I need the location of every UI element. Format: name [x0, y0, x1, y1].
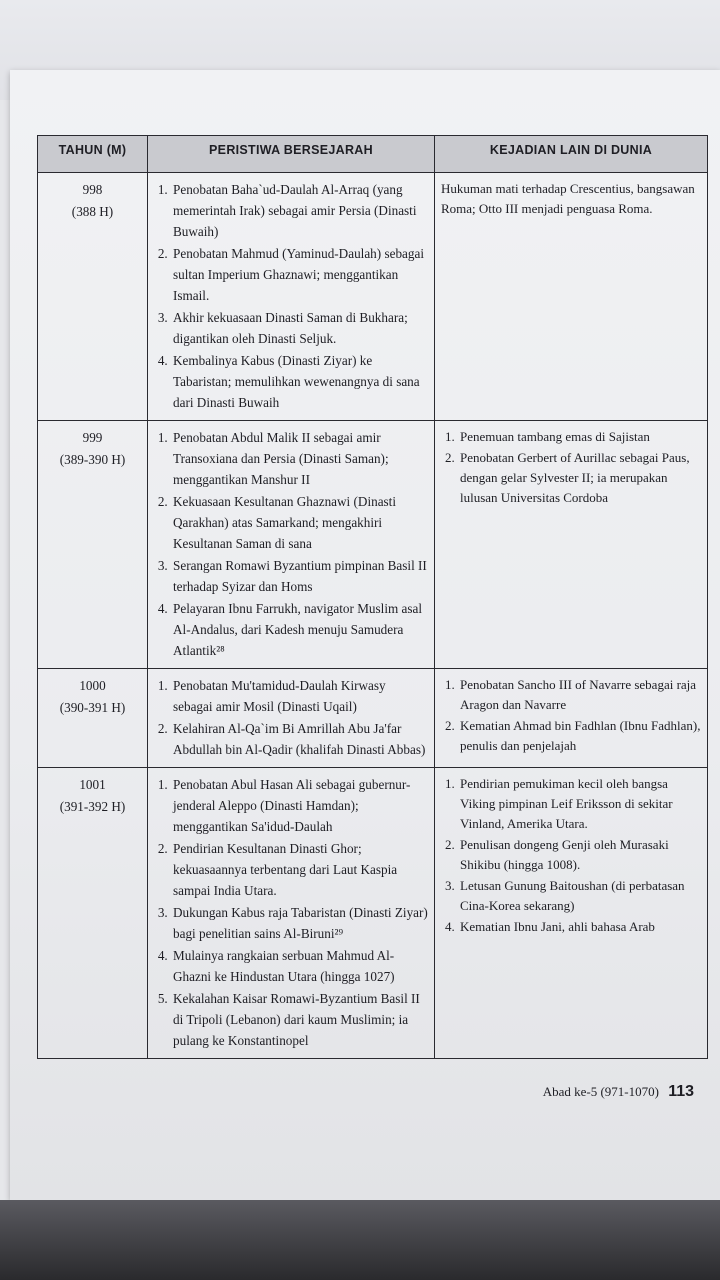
event-item: 3. Dukungan Kabus raja Tabaristan (Dinasti Ziyar) bagi penelitian sains Al-Biruni²⁹: [171, 902, 428, 944]
year-m: 999: [82, 430, 103, 445]
table-row: [38, 173, 708, 421]
page-footer: [543, 1083, 694, 1101]
running-title: Abad ke-5 (971-1070): [542, 1084, 659, 1099]
world-item: 1. Penobatan Sancho III of Navarre sebagai raja Aragon dan Navarre: [458, 675, 701, 715]
world-text: Hukuman mati terhadap Crescentius, bangsawan Roma; Otto III menjadi penguasa Roma.: [441, 181, 695, 216]
world-item: 1. Penemuan tambang emas di Sajistan: [458, 427, 701, 447]
header-year: TAHUN (M): [38, 136, 148, 173]
year-cell: [38, 421, 148, 669]
table-row: [38, 768, 708, 1059]
year-h: (389-390 H): [59, 452, 126, 467]
event-item: 1. Penobatan Baha`ud-Daulah Al-Arraq (yang memerintah Irak) sebagai amir Persia (Dinasti Buwaih): [171, 179, 428, 242]
world-item: 2. Penulisan dongeng Genji oleh Murasaki Shikibu (hingga 1008).: [458, 835, 701, 875]
table-row: [38, 669, 708, 768]
event-item: 5. Kekalahan Kaisar Romawi-Byzantium Basil II di Tripoli (Lebanon) dari kaum Muslimin; ia pulang ke Konstantinopel: [171, 988, 428, 1051]
year-cell: [38, 173, 148, 421]
year-m: 1001: [79, 777, 106, 792]
world-cell: [435, 669, 708, 768]
year-h: (390-391 H): [59, 700, 126, 715]
year-cell: [38, 669, 148, 768]
year-m: 1000: [79, 678, 106, 693]
event-cell: [148, 421, 435, 669]
event-item: 2. Kekuasaan Kesultanan Ghaznawi (Dinasti Qarakhan) atas Samarkand; mengakhiri Kesultanan Saman di sana: [171, 491, 428, 554]
table-row: [38, 421, 708, 669]
world-item: 2. Kematian Ahmad bin Fadhlan (Ibnu Fadhlan), penulis dan penjelajah: [458, 716, 701, 756]
event-item: 4. Kembalinya Kabus (Dinasti Ziyar) ke Tabaristan; memulihkan wewenangnya di sana dari Dinasti Buwaih: [171, 350, 428, 413]
event-cell: [148, 173, 435, 421]
event-item: 2. Kelahiran Al-Qa`im Bi Amrillah Abu Ja'far Abdullah bin Al-Qadir (khalifah Dinasti Abbas): [171, 718, 428, 760]
event-item: 2. Penobatan Mahmud (Yaminud-Daulah) sebagai sultan Imperium Ghaznawi; menggantikan Ismail.: [171, 243, 428, 306]
header-world: KEJADIAN LAIN DI DUNIA: [435, 136, 708, 173]
event-item: 1. Penobatan Abdul Malik II sebagai amir Transoxiana dan Persia (Dinasti Saman); menggantikan Manshur II: [171, 427, 428, 490]
event-item: 1. Penobatan Mu'tamidud-Daulah Kirwasy sebagai amir Mosil (Dinasti Uqail): [171, 675, 428, 717]
history-table: [37, 135, 708, 1059]
table-header-row: [38, 136, 708, 173]
world-item: 2. Penobatan Gerbert of Aurillac sebagai Paus, dengan gelar Sylvester II; ia merupakan lulusan Universitas Cordoba: [458, 448, 701, 508]
world-item: 1. Pendirian pemukiman kecil oleh bangsa Viking pimpinan Leif Eriksson di sekitar Vinland, Amerika Utara.: [458, 774, 701, 834]
year-m: 998: [82, 182, 103, 197]
event-item: 3. Akhir kekuasaan Dinasti Saman di Bukhara; digantikan oleh Dinasti Seljuk.: [171, 307, 428, 349]
world-item: 4. Kematian Ibnu Jani, ahli bahasa Arab: [458, 917, 701, 937]
world-cell: [435, 173, 708, 421]
event-item: 3. Serangan Romawi Byzantium pimpinan Basil II terhadap Syizar dan Homs: [171, 555, 428, 597]
world-cell: [435, 421, 708, 669]
header-event: PERISTIWA BERSEJARAH: [148, 136, 435, 173]
page-number: 113: [668, 1083, 694, 1100]
year-cell: [38, 768, 148, 1059]
background-bottom: [0, 1200, 720, 1280]
event-item: 4. Pelayaran Ibnu Farrukh, navigator Muslim asal Al-Andalus, dari Kadesh menuju Samudera Atlantik²⁸: [171, 598, 428, 661]
event-cell: [148, 768, 435, 1059]
world-cell: [435, 768, 708, 1059]
event-item: 2. Pendirian Kesultanan Dinasti Ghor; kekuasaannya terbentang dari Laut Kaspia sampai India Utara.: [171, 838, 428, 901]
event-cell: [148, 669, 435, 768]
year-h: (388 H): [71, 204, 114, 219]
event-item: 4. Mulainya rangkaian serbuan Mahmud Al-Ghazni ke Hindustan Utara (hingga 1027): [171, 945, 428, 987]
year-h: (391-392 H): [59, 799, 126, 814]
event-item: 1. Penobatan Abul Hasan Ali sebagai gubernur-jenderal Aleppo (Dinasti Hamdan); menggantikan Sa'idud-Daulah: [171, 774, 428, 837]
world-item: 3. Letusan Gunung Baitoushan (di perbatasan Cina-Korea sekarang): [458, 876, 701, 916]
